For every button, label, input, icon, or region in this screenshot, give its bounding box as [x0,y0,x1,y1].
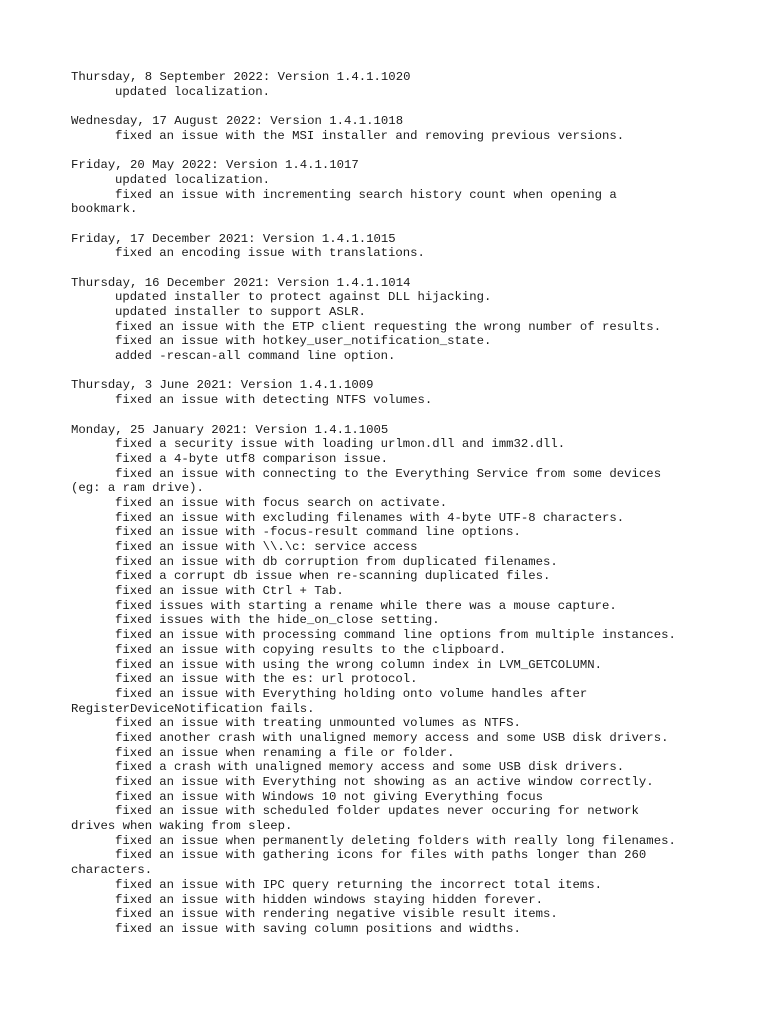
change-item [71,569,711,584]
version-entry [71,276,711,364]
change-item [71,716,711,731]
version-entry [71,70,711,99]
version-header: Friday, 20 May 2022: Version 1.4.1.1017 [71,158,359,173]
change-item-text: fixed an issue with Ctrl + Tab. [115,584,344,599]
version-entry [71,114,711,143]
change-item-text: fixed a corrupt db issue when re-scanning duplicated files. [115,569,551,584]
change-item-text: fixed an issue with detecting NTFS volumes. [115,393,433,408]
change-item-text: fixed an issue with -focus-result command line options. [115,525,521,540]
change-item-text: fixed an issue with connecting to the Everything Service from some devices [115,466,662,481]
change-item-continuation: characters. [71,863,153,878]
change-item [71,834,711,849]
version-header: Wednesday, 17 August 2022: Version 1.4.1.1018 [71,114,404,129]
change-item-text: fixed an issue with copying results to the clipboard. [115,642,507,657]
change-item [71,878,711,893]
change-item-text: fixed an encoding issue with translations. [115,246,425,261]
change-item [71,320,711,335]
change-item [71,672,711,687]
change-item-text: fixed an issue with \\.\c: service access [115,540,418,554]
version-header: Friday, 17 December 2021: Version 1.4.1.1015 [71,231,396,246]
change-item [71,746,711,761]
change-item-text: fixed another crash with unaligned memory access and some USB disk drivers. [115,730,669,745]
change-item-text: fixed an issue with gathering icons for files with paths longer than 260 [115,848,647,863]
change-item [71,246,711,261]
change-item-text: fixed an issue with hidden windows staying hidden forever. [115,892,544,907]
version-header: Thursday, 8 September 2022: Version 1.4.1.1020 [71,70,411,84]
change-item [71,613,711,628]
change-item [71,349,711,364]
change-item-text: fixed an issue with treating unmounted volumes as NTFS. [115,716,521,731]
change-item-text: fixed an issue with IPC query returning the incorrect total items. [115,877,603,892]
change-item [71,760,711,775]
change-item [71,467,711,496]
change-item [71,628,711,643]
version-header: Thursday, 3 June 2021: Version 1.4.1.1009 [71,378,374,393]
change-item-text: updated installer to protect against DLL hijacking. [115,290,492,305]
change-item [71,129,711,144]
change-item-text: updated localization. [115,84,270,99]
change-item-text: fixed an issue when permanently deleting folders with really long filenames. [115,833,676,848]
change-item-text: fixed an issue with scheduled folder updates never occuring for network [115,804,639,819]
change-item [71,452,711,467]
changelog-document [71,70,711,951]
change-item-text: updated installer to support ASLR. [115,305,366,319]
change-item [71,790,711,805]
change-item [71,393,711,408]
change-item [71,731,711,746]
change-item-text: fixed an issue with the ETP client requesting the wrong number of results. [115,319,662,334]
change-item [71,188,711,217]
change-item [71,804,711,833]
change-item [71,437,711,452]
change-item-text: fixed an issue with Everything holding onto volume handles after [115,686,588,701]
change-item-text: fixed an issue with processing command line options from multiple instances. [115,628,676,643]
version-entry [71,158,711,217]
change-item-text: fixed an issue when renaming a file or folder. [115,745,455,760]
change-item-text: fixed an issue with hotkey_user_notification_state. [115,334,492,349]
change-item [71,922,711,937]
change-item-text: updated localization. [115,172,270,187]
change-item [71,643,711,658]
change-item-text: added -rescan-all command line option. [115,349,396,364]
change-item [71,555,711,570]
change-item [71,848,711,877]
change-item [71,496,711,511]
change-item [71,334,711,349]
change-item-text: fixed an issue with saving column positions and widths. [115,921,521,936]
change-item-text: fixed a security issue with loading urlmon.dll and imm32.dll. [115,437,566,452]
version-entry [71,232,711,261]
change-item-text: fixed issues with starting a rename while there was a mouse capture. [115,598,617,613]
change-item-text: fixed an issue with db corruption from duplicated filenames. [115,554,558,569]
change-item-text: fixed an issue with Everything not showing as an active window correctly. [115,775,654,789]
version-header: Monday, 25 January 2021: Version 1.4.1.1005 [71,422,389,437]
change-item-text: fixed an issue with rendering negative visible result items. [115,907,558,922]
change-item [71,173,711,188]
version-entry [71,423,711,937]
change-item [71,687,711,716]
change-item [71,599,711,614]
change-item [71,305,711,320]
change-item-text: fixed an issue with the es: url protocol. [115,672,418,687]
change-item-continuation: RegisterDeviceNotification fails. [71,701,315,716]
change-item-text: fixed an issue with using the wrong column index in LVM_GETCOLUMN. [115,657,603,672]
version-header: Thursday, 16 December 2021: Version 1.4.1.1014 [71,275,411,290]
change-item-text: fixed an issue with Windows 10 not giving Everything focus [115,789,544,804]
change-item-continuation: drives when waking from sleep. [71,819,293,834]
change-item-text: fixed issues with the hide_on_close setting. [115,613,440,628]
change-item-text: fixed an issue with incrementing search history count when opening a [115,187,617,202]
change-item [71,775,711,790]
change-item-text: fixed an issue with focus search on activate. [115,495,448,510]
change-item-text: fixed an issue with excluding filenames with 4-byte UTF-8 characters. [115,510,625,525]
change-item [71,290,711,305]
change-item-text: fixed a 4-byte utf8 comparison issue. [115,451,389,466]
change-item [71,907,711,922]
change-item [71,658,711,673]
change-item-text: fixed a crash with unaligned memory access and some USB disk drivers. [115,760,625,775]
change-item-continuation: (eg: a ram drive). [71,481,204,496]
change-item [71,511,711,526]
change-item [71,584,711,599]
version-entry [71,378,711,407]
change-item-text: fixed an issue with the MSI installer and removing previous versions. [115,128,625,143]
change-item-continuation: bookmark. [71,202,138,217]
change-item [71,893,711,908]
change-item [71,540,711,555]
change-item [71,85,711,100]
change-item [71,525,711,540]
